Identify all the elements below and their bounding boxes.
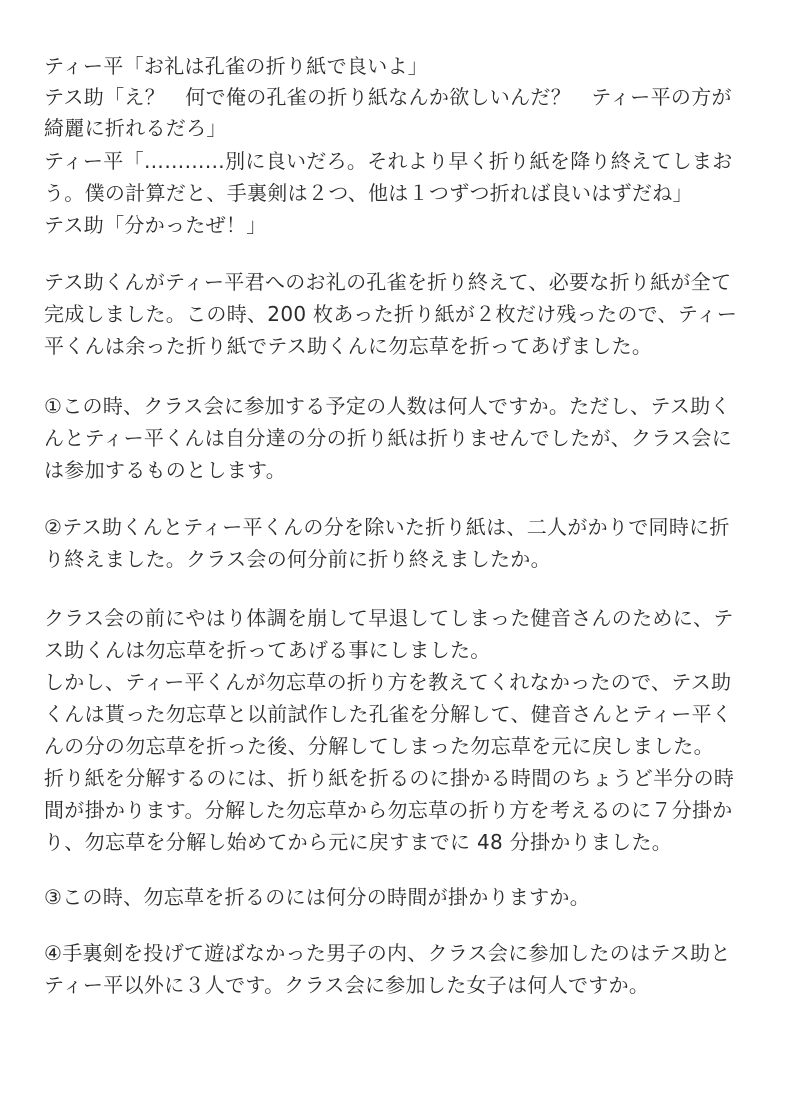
question-1-line: は参加するものとします。 — [44, 458, 286, 482]
dialogue-line: テス助「分かったぜ！」 — [44, 213, 267, 237]
narrative-line: テス助くんがティー平君へのお礼の孔雀を折り終えて、必要な折り紙が全て — [44, 270, 732, 294]
story-line: 間が掛かります。分解した勿忘草から勿忘草の折り方を考えるのに７分掛か — [44, 798, 733, 822]
dialogue-line: ティー平「…………別に良いだろ。それより早く折り紙を降り終えてしまお — [44, 149, 733, 173]
story-line: 折り紙を分解するのには、折り紙を折るのに掛かる時間のちょうど半分の時 — [44, 766, 735, 790]
question-4-line: ティー平以外に３人です。クラス会に参加した女子は何人ですか。 — [44, 973, 650, 997]
story-line: しかし、ティー平くんが勿忘草の折り方を教えてくれなかったので、テス助 — [44, 670, 732, 694]
story-line: くんは貰った勿忘草と以前試作した孔雀を分解して、健音さんとティー平く — [44, 702, 733, 726]
narrative-line: 平くんは余った折り紙でテス助くんに勿忘草を折ってあげました。 — [44, 334, 653, 358]
question-2-line: ②テス助くんとティー平くんの分を除いた折り紙は、二人がかりで同時に折 — [44, 515, 730, 539]
question-3-line: ③この時、勿忘草を折るのには何分の時間が掛かりますか。 — [44, 885, 591, 909]
dialogue-line: テス助「え？ 何で俺の孔雀の折り紙なんか欲しいんだ？ ティー平の方が — [44, 85, 732, 109]
dialogue-line: 綺麗に折れるだろ」 — [44, 116, 227, 140]
question-4-line: ④手裏剣を投げて遊ばなかった男子の内、クラス会に参加したのはテス助と — [44, 941, 731, 965]
question-1-line: んとティー平くんは自分達の分の折り紙は折りませんでしたが、クラス会に — [44, 426, 732, 450]
story-line: ス助くんは勿忘草を折ってあげる事にしました。 — [44, 638, 491, 662]
dialogue-line: ティー平「お礼は孔雀の折り紙で良いよ」 — [44, 54, 429, 78]
narrative-line: 完成しました。この時、200 枚あった折り紙が２枚だけ残ったので、ティー — [44, 302, 738, 326]
dialogue-line: う。僕の計算だと、手裏剣は２つ、他は１つずつ折れば良いはずだね」 — [44, 181, 693, 205]
story-line: クラス会の前にやはり体調を崩して早退してしまった健音さんのために、テ — [44, 606, 734, 630]
story-line: んの分の勿忘草を折った後、分解してしまった勿忘草を元に戻しました。 — [44, 734, 714, 758]
story-line: り、勿忘草を分解し始めてから元に戻すまでに 48 分掛かりました。 — [44, 830, 673, 854]
question-1-line: ①この時、クラス会に参加する予定の人数は何人ですか。ただし、テス助く — [44, 394, 731, 418]
question-2-line: り終えました。クラス会の何分前に折り終えましたか。 — [44, 547, 551, 571]
